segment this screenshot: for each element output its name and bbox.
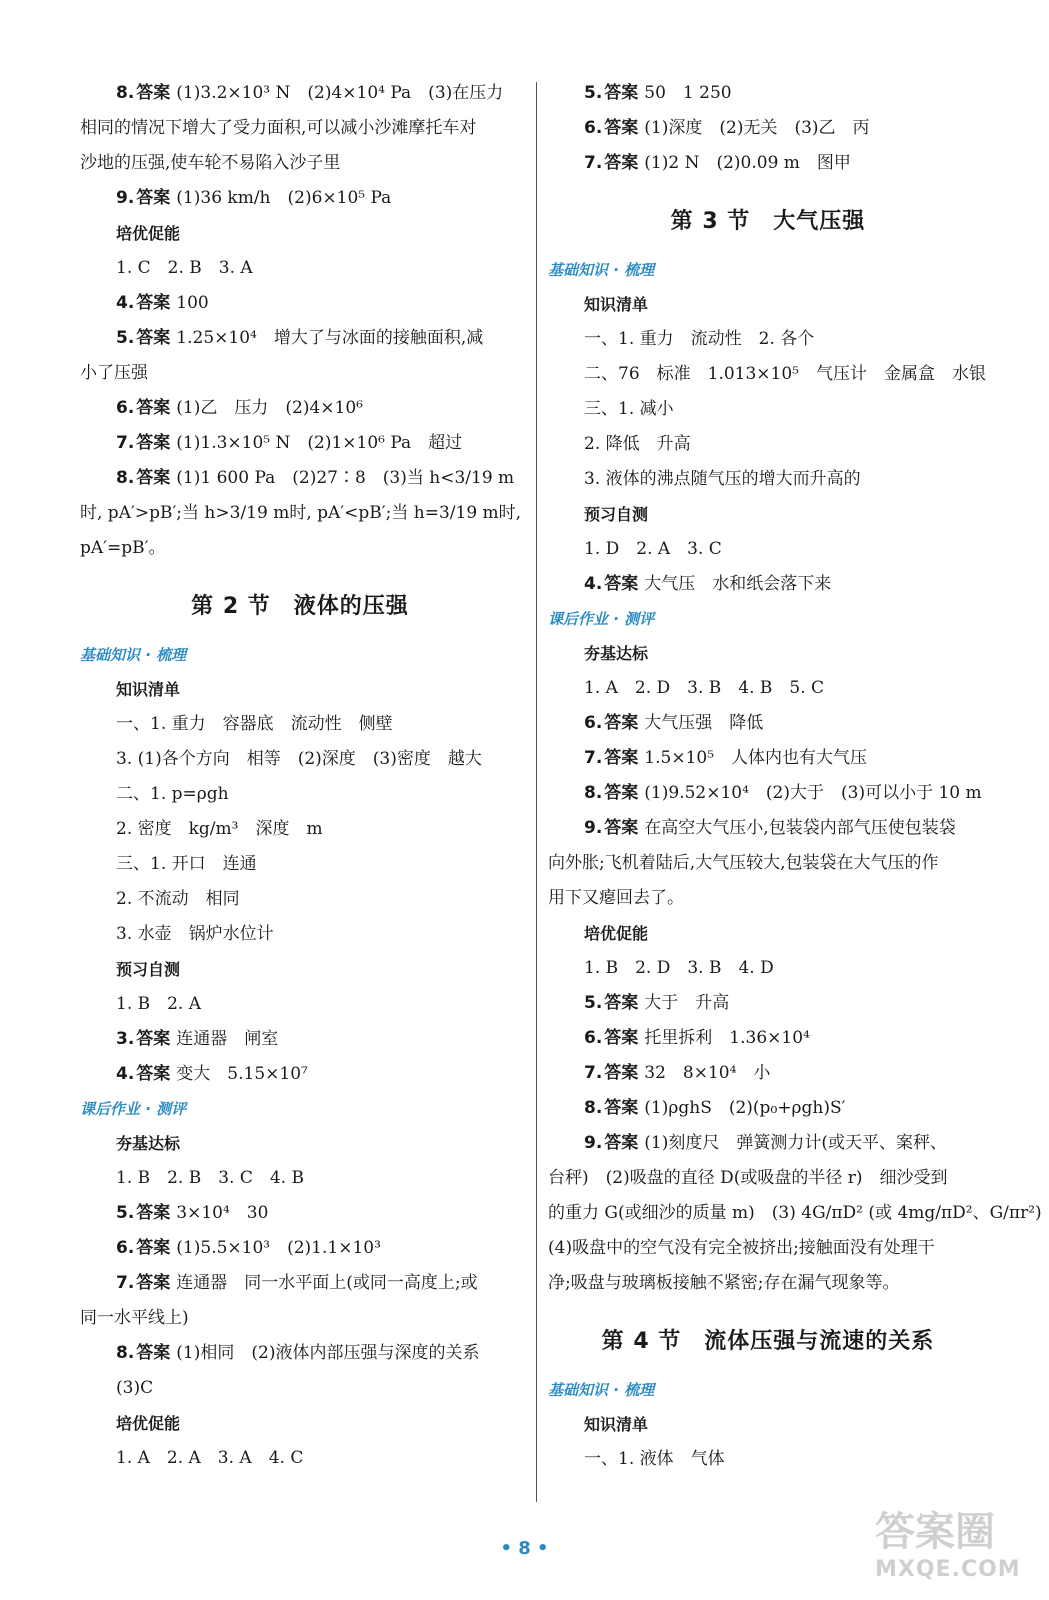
answer-tag: 答案 [136, 433, 171, 453]
continuation-line: 的重力 G(或细沙的质量 m) (3) 4G/πD² (或 4mg/πD²、G/πr²) [548, 1203, 1042, 1223]
continuation-line: 台秤) (2)吸盘的直径 D(或吸盘的半径 r) 细沙受到 [548, 1168, 948, 1188]
subsection-label: 预习自测 [584, 505, 649, 524]
subsection-label: 预习自测 [116, 960, 181, 979]
question-number: 9. [584, 818, 603, 838]
answer-tag: 答案 [604, 1098, 639, 1118]
category-heading: 基础知识 · 梳理 [548, 1381, 655, 1399]
question-number: 7. [116, 1273, 135, 1293]
question-number: 6. [584, 118, 603, 138]
answer-line: 3. (1)各个方向 相等 (2)深度 (3)密度 越大 [116, 749, 482, 769]
continuation-line: 相同的情况下增大了受力面积,可以减小沙滩摩托车对 [80, 118, 477, 138]
answer-text: (1)36 km/h (2)6×10⁵ Pa [176, 188, 392, 208]
answer-line: 二、1. p=ρgh [116, 784, 229, 804]
answer-text: (1)ρghS (2)(p₀+ρgh)S′ [644, 1098, 846, 1118]
continuation-line: 时, pA′>pB′;当 h>3/19 m时, pA′<pB′;当 h=3/19 m时, [80, 503, 522, 523]
answer-tag: 答案 [136, 188, 171, 208]
answer-line: 1. A 2. A 3. A 4. C [116, 1448, 304, 1468]
answer-line [80, 321, 520, 356]
answer-tag: 答案 [136, 328, 171, 348]
answer-line [80, 1057, 520, 1092]
answer-line: 二、76 标准 1.013×10⁵ 气压计 金属盒 水银 [584, 364, 986, 384]
answer-text: 大于 升高 [644, 993, 730, 1013]
answer-text: 在高空大气压小,包装袋内部气压使包装袋 [644, 818, 956, 838]
answer-tag: 答案 [136, 1203, 171, 1223]
answer-line [548, 986, 988, 1021]
question-number: 6. [116, 398, 135, 418]
answer-text: 32 8×10⁴ 小 [644, 1063, 771, 1083]
answer-line: (3)C [116, 1378, 154, 1398]
question-number: 4. [584, 574, 603, 594]
subsection-label: 知识清单 [584, 1415, 649, 1434]
question-number: 6. [584, 713, 603, 733]
answer-line: 1. A 2. D 3. B 4. B 5. C [584, 678, 825, 698]
question-number: 3. [116, 1029, 135, 1049]
category-heading: 课后作业 · 测评 [548, 610, 655, 628]
answer-line [548, 1021, 988, 1056]
answer-line: 1. B 2. B 3. C 4. B [116, 1168, 304, 1188]
answer-text: (1)深度 (2)无关 (3)乙 丙 [644, 118, 870, 138]
answer-line [548, 1126, 988, 1161]
answer-text: 托里拆利 1.36×10⁴ [644, 1028, 810, 1048]
question-number: 9. [584, 1133, 603, 1153]
answer-tag: 答案 [604, 818, 639, 838]
subsection-label: 知识清单 [584, 295, 649, 314]
answer-tag: 答案 [136, 83, 171, 103]
subsection-label: 夯基达标 [116, 1134, 181, 1153]
category-heading: 基础知识 · 梳理 [80, 646, 187, 664]
answer-line [548, 567, 988, 602]
answer-text: (1)2 N (2)0.09 m 图甲 [644, 153, 851, 173]
section-title: 第 3 节 大气压强 [670, 209, 866, 234]
section-title: 第 4 节 流体压强与流速的关系 [601, 1329, 935, 1354]
continuation-line: 向外胀;飞机着陆后,大气压较大,包装袋在大气压的作 [548, 853, 939, 873]
subsection-label: 培优促能 [584, 924, 649, 943]
answer-tag: 答案 [136, 1029, 171, 1049]
answer-tag: 答案 [604, 83, 639, 103]
answer-line [80, 461, 520, 496]
answer-line: 1. B 2. D 3. B 4. D [584, 958, 774, 978]
left-column [80, 76, 520, 1476]
question-number: 7. [116, 433, 135, 453]
continuation-line: pA′=pB′。 [80, 538, 166, 558]
answer-line [80, 1196, 520, 1231]
continuation-line: 小了压强 [80, 363, 148, 383]
question-number: 4. [116, 1064, 135, 1084]
answer-text: 1.25×10⁴ 增大了与冰面的接触面积,减 [176, 328, 484, 348]
subsection-label: 夯基达标 [584, 644, 649, 663]
question-number: 8. [116, 1343, 135, 1363]
answer-line: 2. 降低 升高 [584, 434, 691, 454]
answer-tag: 答案 [604, 993, 639, 1013]
answer-text: (1)1.3×10⁵ N (2)1×10⁶ Pa 超过 [176, 433, 463, 453]
answer-text: 1.5×10⁵ 人体内也有大气压 [644, 748, 868, 768]
question-number: 6. [584, 1028, 603, 1048]
answer-text: (1)相同 (2)液体内部压强与深度的关系 [176, 1343, 480, 1363]
column-divider [536, 82, 537, 1502]
answer-line [548, 76, 988, 111]
continuation-line: 净;吸盘与玻璃板接触不紧密;存在漏气现象等。 [548, 1273, 900, 1293]
answer-text: 变大 5.15×10⁷ [176, 1064, 308, 1084]
question-number: 5. [116, 328, 135, 348]
answer-text: (1)5.5×10³ (2)1.1×10³ [176, 1238, 381, 1258]
watermark-logo [875, 1500, 1025, 1590]
answer-text: 连通器 同一水平面上(或同一高度上;或 [176, 1273, 478, 1293]
question-number: 5. [584, 993, 603, 1013]
answer-tag: 答案 [136, 1343, 171, 1363]
answer-line [80, 426, 520, 461]
subsection-label: 知识清单 [116, 680, 181, 699]
answer-line: 2. 密度 kg/m³ 深度 m [116, 819, 323, 839]
answer-line: 3. 水壶 锅炉水位计 [116, 924, 274, 944]
answer-line [548, 776, 988, 811]
answer-text: (1)刻度尺 弹簧测力计(或天平、案秤、 [644, 1133, 948, 1153]
question-number: 6. [116, 1238, 135, 1258]
subsection-label: 培优促能 [116, 224, 181, 243]
answer-text: 大气压 水和纸会落下来 [644, 574, 832, 594]
answer-line [80, 391, 520, 426]
answer-line: 三、1. 开口 连通 [116, 854, 257, 874]
answer-text: (1)乙 压力 (2)4×10⁶ [176, 398, 363, 418]
answer-text: 50 1 250 [644, 83, 732, 103]
continuation-line: 沙地的压强,使车轮不易陷入沙子里 [80, 153, 341, 173]
answer-tag: 答案 [604, 1028, 639, 1048]
answer-tag: 答案 [604, 574, 639, 594]
answer-line [548, 811, 988, 846]
answer-line [80, 1336, 520, 1371]
question-number: 8. [116, 83, 135, 103]
question-number: 5. [116, 1203, 135, 1223]
answer-line: 一、1. 液体 气体 [584, 1449, 725, 1469]
answer-tag: 答案 [136, 1064, 171, 1084]
answer-text: (1)3.2×10³ N (2)4×10⁴ Pa (3)在压力 [176, 83, 504, 103]
answer-line: 3. 液体的沸点随气压的增大而升高的 [584, 469, 861, 489]
subsection-label: 培优促能 [116, 1414, 181, 1433]
question-number: 8. [584, 783, 603, 803]
answer-line: 1. B 2. A [116, 994, 202, 1014]
question-number: 8. [584, 1098, 603, 1118]
right-column [548, 76, 1042, 1477]
answer-line: 1. C 2. B 3. A [116, 258, 253, 278]
answer-line [548, 146, 988, 181]
answer-line [80, 1266, 520, 1301]
answer-tag: 答案 [604, 783, 639, 803]
question-number: 5. [584, 83, 603, 103]
answer-line [80, 286, 520, 321]
answer-tag: 答案 [136, 398, 171, 418]
answer-text: 大气压强 降低 [644, 713, 764, 733]
answer-line [548, 1091, 988, 1126]
answer-line: 三、1. 减小 [584, 399, 674, 419]
category-heading: 课后作业 · 测评 [80, 1100, 187, 1118]
answer-text: 3×10⁴ 30 [176, 1203, 269, 1223]
answer-tag: 答案 [604, 1063, 639, 1083]
page-number: • 8 • [500, 1538, 549, 1559]
answer-tag: 答案 [136, 1273, 171, 1293]
answer-line [548, 111, 988, 146]
answer-line [80, 1022, 520, 1057]
watermark-url: MXQE.COM [875, 1557, 1021, 1582]
answer-line [548, 706, 988, 741]
answer-line: 2. 不流动 相同 [116, 889, 240, 909]
watermark-text: 答案圈 [875, 1509, 995, 1555]
answer-tag: 答案 [136, 1238, 171, 1258]
continuation-line: 用下又瘪回去了。 [548, 888, 684, 908]
answer-line: 一、1. 重力 流动性 2. 各个 [584, 329, 815, 349]
answer-text: (1)9.52×10⁴ (2)大于 (3)可以小于 10 m [644, 783, 982, 803]
answer-tag: 答案 [604, 1133, 639, 1153]
question-number: 8. [116, 468, 135, 488]
question-number: 9. [116, 188, 135, 208]
answer-text: (1)1 600 Pa (2)27∶8 (3)当 h<3/19 m [176, 468, 515, 488]
answer-tag: 答案 [136, 293, 171, 313]
category-heading: 基础知识 · 梳理 [548, 261, 655, 279]
answer-line [548, 1056, 988, 1091]
question-number: 7. [584, 748, 603, 768]
section-title: 第 2 节 液体的压强 [191, 594, 409, 619]
answer-line [80, 181, 520, 216]
answer-text: 100 [176, 293, 209, 313]
question-number: 7. [584, 153, 603, 173]
answer-tag: 答案 [604, 748, 639, 768]
answer-line: 1. D 2. A 3. C [584, 539, 722, 559]
continuation-line: (4)吸盘中的空气没有完全被挤出;接触面没有处理干 [548, 1238, 935, 1258]
answer-line [548, 741, 988, 776]
answer-tag: 答案 [136, 468, 171, 488]
continuation-line: 同一水平线上) [80, 1308, 189, 1328]
answer-line [80, 76, 520, 111]
answer-line: 一、1. 重力 容器底 流动性 侧壁 [116, 714, 393, 734]
question-number: 7. [584, 1063, 603, 1083]
answer-tag: 答案 [604, 713, 639, 733]
answer-text: 连通器 闸室 [176, 1029, 279, 1049]
answer-tag: 答案 [604, 153, 639, 173]
answer-line [80, 1231, 520, 1266]
answer-tag: 答案 [604, 118, 639, 138]
question-number: 4. [116, 293, 135, 313]
